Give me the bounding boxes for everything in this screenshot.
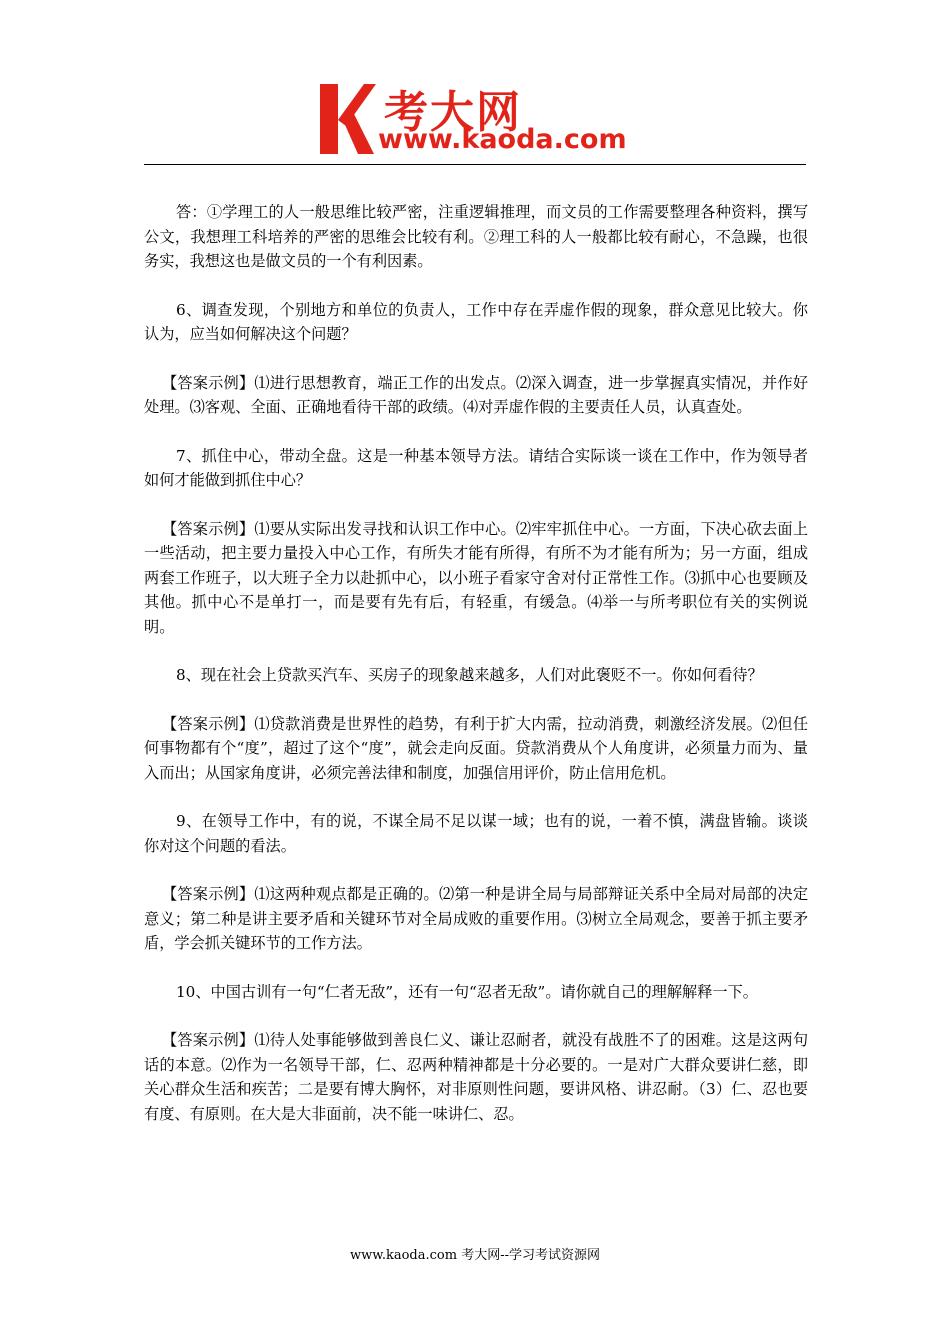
answer-6: 【答案示例】⑴进行思想教育，端正工作的出发点。⑵深入调查，进一步掌握真实情况，并作好处理。⑶客观、全面、正确地看待干部的政绩。⑷对弄虚作假的主要责任人员，认真查处。 <box>144 373 808 416</box>
paragraph-answer-5: 答：①学理工的人一般思维比较严密，注重逻辑推理，而文员的工作需要整理各种资料，撰写公文，我想理工科培养的严密的思维会比较有利。②理工科的人一般都比较有耐心，不急躁，也很务实，我想这也是做文员的一个有利因素。 <box>144 203 808 270</box>
answer-7: 【答案示例】⑴要从实际出发寻找和认识工作中心。⑵牢牢抓住中心。一方面，下决心砍去面上一些活动，把主要力量投入中心工作，有所失才能有所得，有所不为才能有所为；另一方面，组成两套工作班子，以大班子全力以赴抓中心，以小班子看家守舍对付正常性工作。⑶抓中心也要顾及其他。抓中心不是单打一，而是要有先有后，有轻重，有缓急。⑷举一与所考职位有关的实例说明。 <box>144 519 808 636</box>
question-7: 7、抓住中心，带动全盘。这是一种基本领导方法。请结合实际谈一谈在工作中，作为领导者如何才能做到抓住中心？ <box>144 446 808 489</box>
logo-url: www.kaoda.com <box>378 124 627 155</box>
logo-k-icon <box>316 80 376 158</box>
question-6: 6、调查发现，个别地方和单位的负责人，工作中存在弄虚作假的现象，群众意见比较大。你认为，应当如何解决这个问题？ <box>144 300 808 343</box>
kaoda-logo <box>316 80 646 162</box>
document-body <box>144 200 808 1150</box>
logo-title: 考大网 <box>384 87 522 138</box>
question-8: 8、现在社会上贷款买汽车、买房子的现象越来越多，人们对此褒贬不一。你如何看待？ <box>176 666 763 684</box>
header-divider <box>144 164 806 165</box>
answer-10: 【答案示例】⑴待人处事能够做到善良仁义、谦让忍耐者，就没有战胜不了的困难。这是这两句话的本意。⑵作为一名领导干部，仁、忍两种精神都是十分必要的。一是对广大群众要讲仁慈，即关心群众生活和疾苦；二是要有博大胸怀，对非原则性问题，要讲风格、讲忍耐。（3）仁、忍也要有度、有原则。在大是大非面前，决不能一味讲仁、忍。 <box>144 1031 808 1123</box>
answer-9: 【答案示例】⑴这两种观点都是正确的。⑵第一种是讲全局与局部辩证关系中全局对局部的决定意义；第二种是讲主要矛盾和关键环节对全局成败的重要作用。⑶树立全局观念，要善于抓主要矛盾，学会抓关键环节的工作方法。 <box>144 885 808 952</box>
question-10: 10、中国古训有一句“仁者无敌”，还有一句“忍者无敌”。请你就自己的理解解释一下。 <box>176 982 758 1001</box>
question-9: 9、在领导工作中，有的说，不谋全局不足以谋一域；也有的说，一着不慎，满盘皆输。谈谈你对这个问题的看法。 <box>144 812 808 855</box>
answer-8: 【答案示例】⑴贷款消费是世界性的趋势，有利于扩大内需，拉动消费，刺激经济发展。⑵但任何事物都有个“度”，超过了这个“度”，就会走向反面。贷款消费从个人角度讲，必须量力而为、量入而出；从国家角度讲，必须完善法律和制度，加强信用评价，防止信用危机。 <box>144 714 808 782</box>
page-footer: www.kaoda.com 考大网--学习考试资源网 <box>350 1248 600 1263</box>
